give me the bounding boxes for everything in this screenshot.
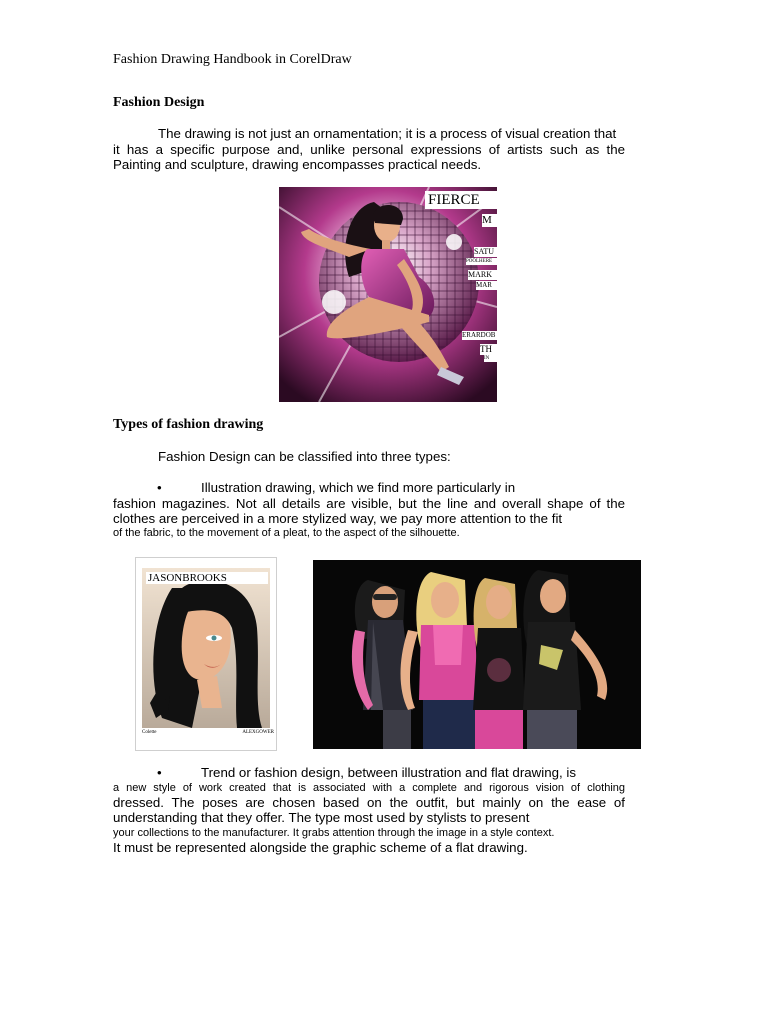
paragraph-line: It must be represented alongside the graphic scheme of a flat drawing. — [113, 839, 528, 855]
portrait-caption-left: Colette — [142, 730, 157, 735]
paragraph-line: clothes are perceived in a more stylized way, we pay more attention to the fit — [113, 511, 563, 526]
magazine-label: MAR — [476, 281, 497, 290]
section-heading-types: Types of fashion drawing — [113, 417, 264, 432]
portrait-caption-right: ALEXGOWER — [242, 730, 274, 735]
bullet-illustration-drawing — [113, 480, 625, 539]
section-heading-fashion-design: Fashion Design — [113, 95, 205, 110]
paragraph-line: Fashion Design can be classified into three types: — [158, 449, 451, 464]
portrait-card-illustration — [135, 557, 277, 751]
bullet-glyph: • — [157, 480, 162, 495]
magazine-label: M — [482, 214, 497, 227]
paragraph-line: Trend or fashion design, between illustration and flat drawing, is — [201, 765, 576, 780]
paragraph-line: fashion magazines. Not all details are visible, but the line and overall shape of the — [113, 495, 625, 511]
document-header: Fashion Drawing Handbook in CorelDraw — [113, 52, 352, 67]
magazine-label: SATU — [474, 247, 497, 257]
magazine-label: ERARDOB — [462, 331, 496, 339]
bullet-trend-design — [113, 765, 625, 855]
magazine-cover-art — [279, 187, 497, 402]
portrait-name-label: JASONBROOKS — [146, 572, 268, 584]
bullet-first-line — [113, 765, 625, 781]
paragraph-line: understanding that they offer. The type most used by stylists to present — [113, 810, 530, 825]
paragraph-fashion-design — [113, 126, 625, 173]
paragraph-line: The drawing is not just an ornamentation; it is a process of visual creation that — [158, 126, 617, 141]
magazine-label: POOLHERE — [466, 258, 497, 265]
paragraph-line: your collections to the manufacturer. It grabs attention through the image in a style context. — [113, 826, 555, 839]
magazine-title: FIERCE — [425, 191, 497, 209]
types-intro — [113, 449, 625, 465]
magazine-label: TH — [480, 344, 497, 355]
bullet-first-line — [113, 480, 625, 496]
paragraph-line: dressed. The poses are chosen based on the outfit, but mainly on the ease of — [113, 794, 625, 810]
magazine-label: MARK — [468, 270, 497, 280]
magazine-cover-illustration — [279, 187, 497, 402]
group-fashion-illustration — [313, 560, 641, 749]
bullet-glyph: • — [157, 765, 162, 780]
portrait-art — [142, 568, 270, 728]
paragraph-line: Illustration drawing, which we find more particularly in — [201, 480, 516, 495]
magazine-label: IN — [484, 355, 497, 362]
paragraph-line: Painting and sculpture, drawing encompasses practical needs. — [113, 157, 482, 172]
paragraph-line: a new style of work created that is associated with a complete and rigorous vision of clothing — [113, 781, 625, 794]
paragraph-line: it has a specific purpose and, unlike personal expressions of artists such as the — [113, 141, 625, 157]
group-art — [313, 560, 641, 749]
paragraph-line: of the fabric, to the movement of a pleat, to the aspect of the silhouette. — [113, 526, 460, 539]
